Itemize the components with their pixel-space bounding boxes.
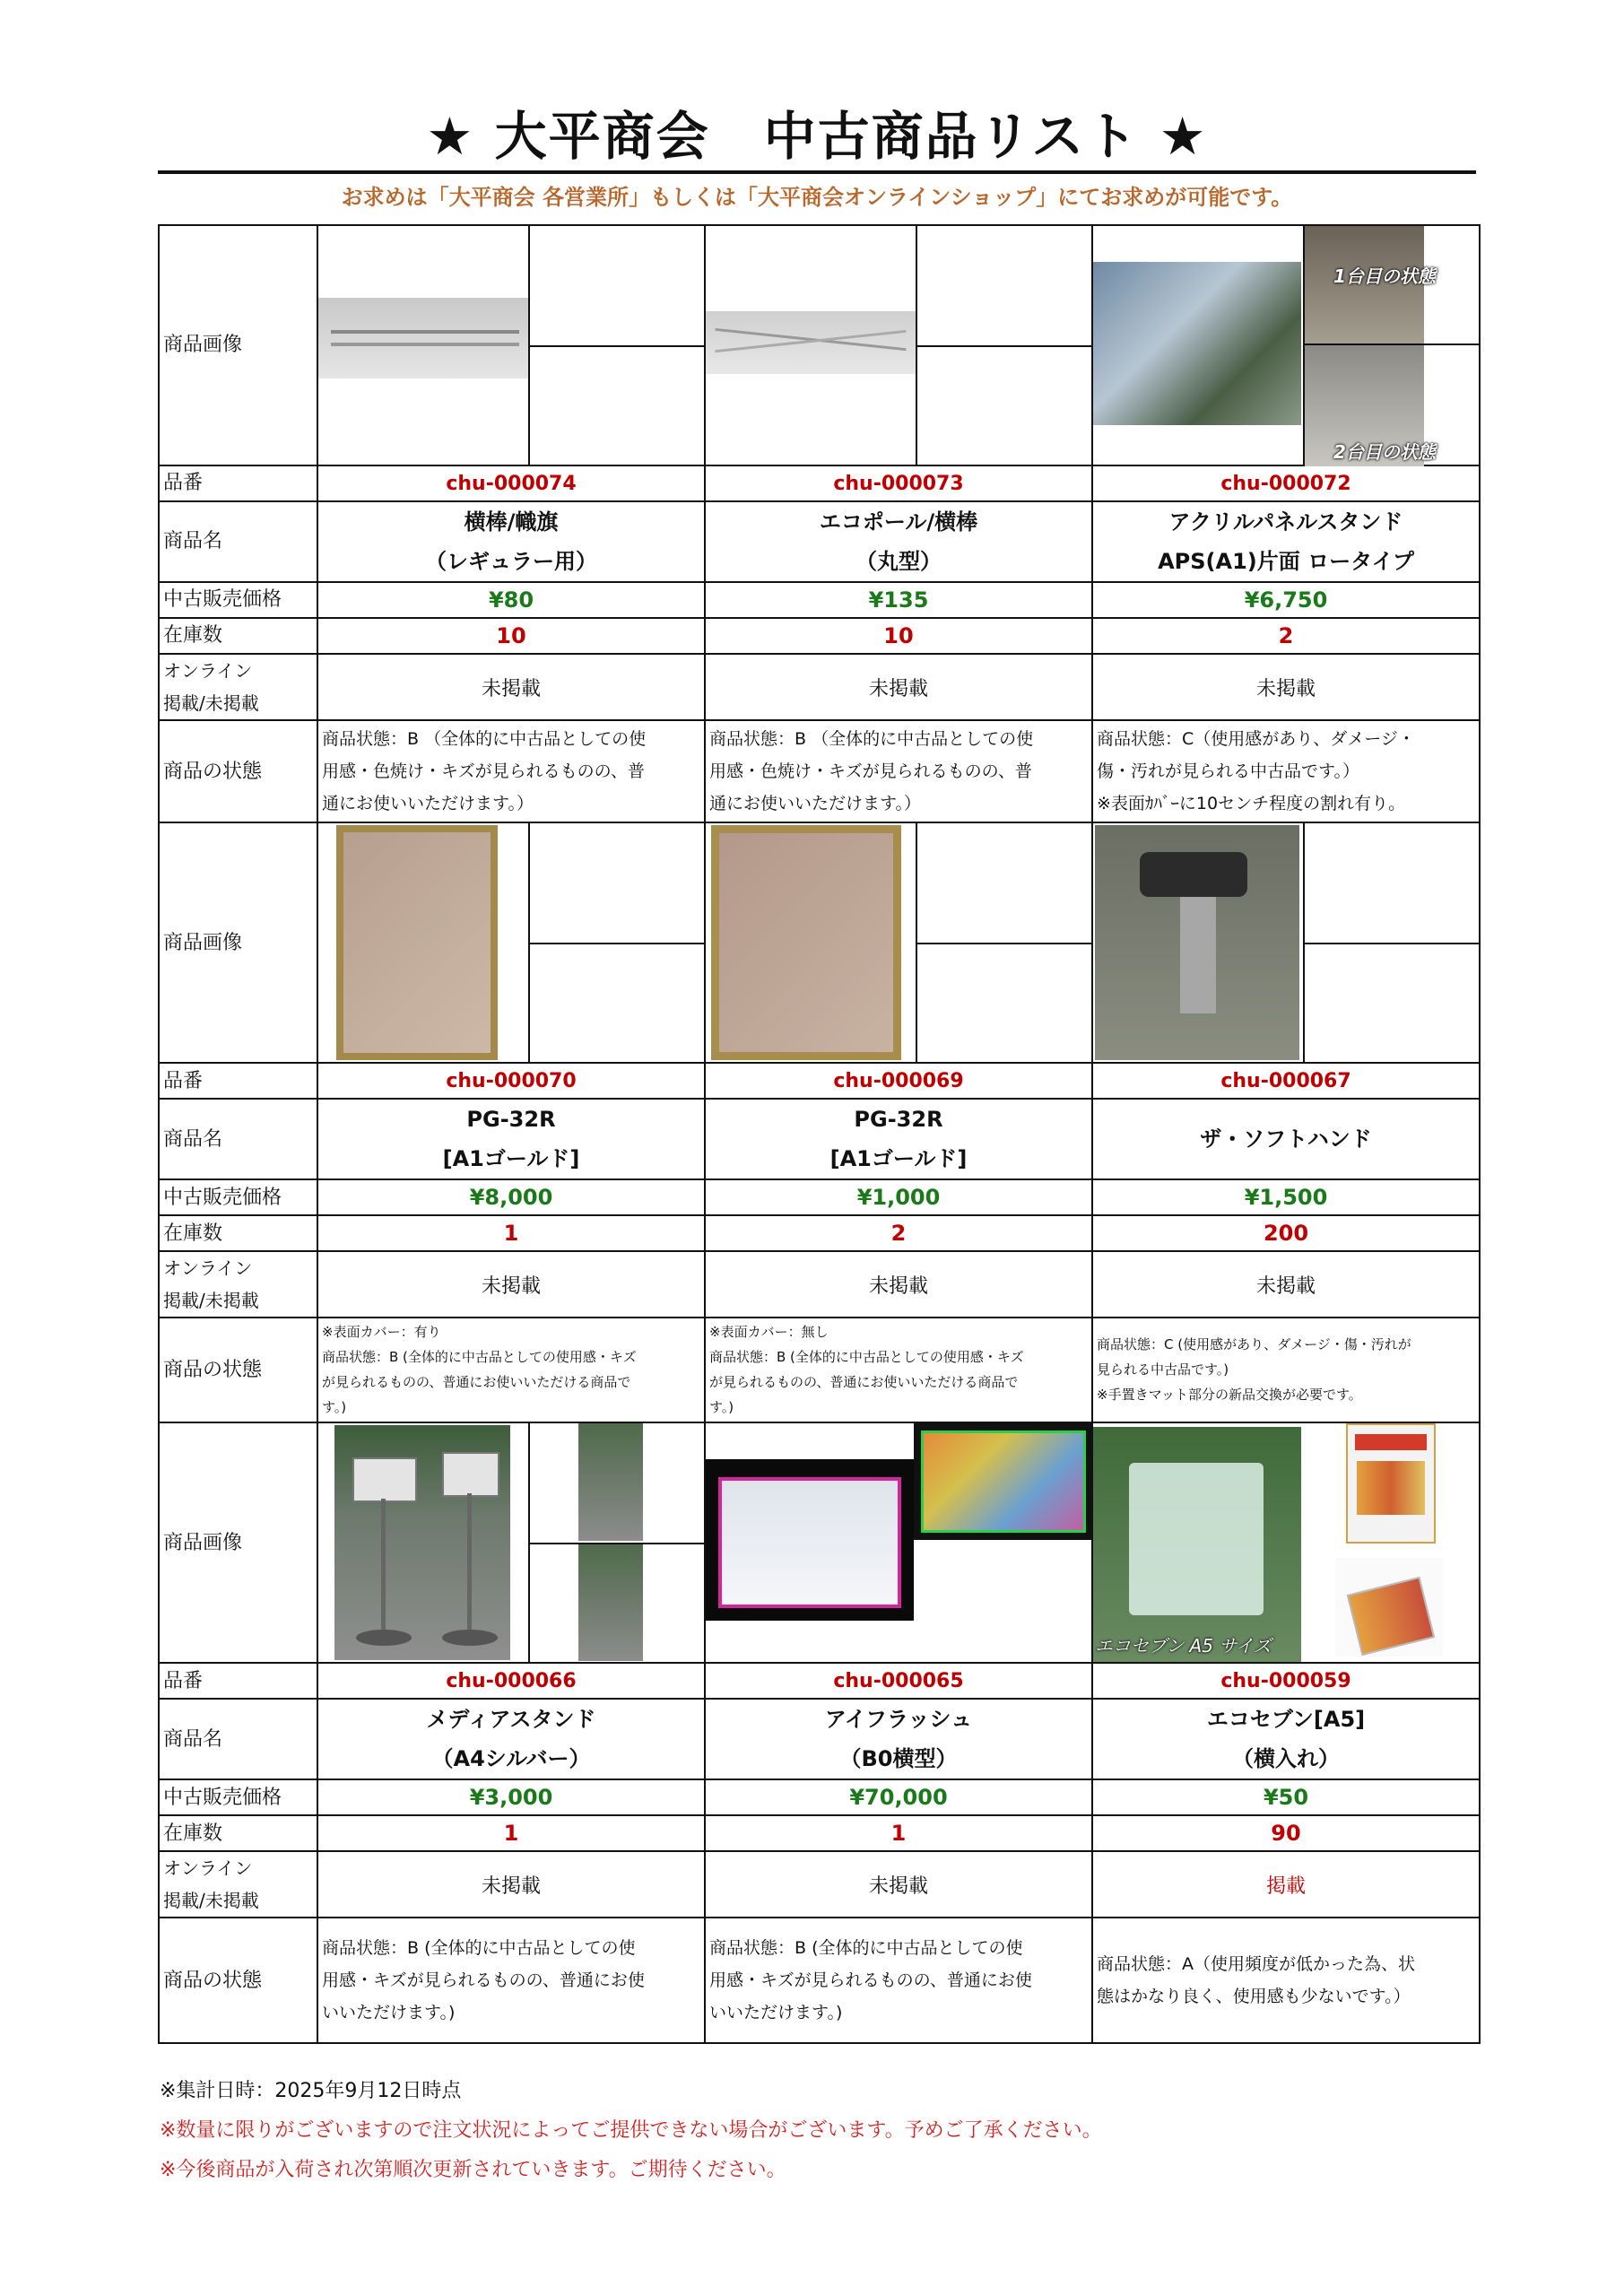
- product-photo: [1093, 1427, 1301, 1662]
- online-status: 未掲載: [317, 1251, 705, 1318]
- footer-notes: [160, 2072, 1478, 2190]
- image-row: [159, 1422, 1480, 1663]
- label-name: 商品名: [159, 501, 317, 582]
- online-status: 掲載: [1092, 1851, 1480, 1918]
- label-code: 品番: [159, 1063, 317, 1099]
- product-image-cell: [1092, 1422, 1480, 1663]
- product-photo: [706, 1459, 914, 1621]
- product-name: PG-32R [A1ゴールド]: [705, 1099, 1092, 1179]
- product-code: chu-000059: [1092, 1663, 1480, 1699]
- product-price: ¥80: [317, 582, 705, 618]
- online-status: 未掲載: [1092, 1251, 1480, 1318]
- label-image: 商品画像: [159, 1422, 317, 1663]
- product-code: chu-000070: [317, 1063, 705, 1099]
- product-price: ¥135: [705, 582, 1092, 618]
- product-image-cell: [705, 225, 1092, 465]
- product-name: PG-32R [A1ゴールド]: [317, 1099, 705, 1179]
- product-image-cell: [705, 822, 1092, 1063]
- photo-caption: エコセブン A5 サイズ: [1095, 1635, 1272, 1657]
- product-stock: 200: [1092, 1215, 1480, 1251]
- product-price: ¥6,750: [1092, 582, 1480, 618]
- product-price: ¥3,000: [317, 1779, 705, 1815]
- product-code: chu-000067: [1092, 1063, 1480, 1099]
- online-status: 未掲載: [317, 654, 705, 720]
- product-stock: 10: [705, 618, 1092, 654]
- product-photo-detail: [914, 1423, 1093, 1540]
- photo-caption: 2台目の状態: [1333, 441, 1436, 463]
- product-stock: 1: [317, 1215, 705, 1251]
- title-underline: [158, 170, 1476, 174]
- product-name: アイフラッシュ （B0横型）: [705, 1699, 1092, 1779]
- note-date: ※集計日時：2025年9月12日時点: [160, 2080, 462, 2102]
- product-stock: 10: [317, 618, 705, 654]
- product-condition: ※表面カバー：有り 商品状態：B (全体的に中古品としての使用感・キズ が見られるものの、普通にお使いいただける商品で す。): [317, 1318, 705, 1422]
- photo-caption: 1台目の状態: [1333, 265, 1436, 287]
- label-online: オンライン 掲載/未掲載: [159, 654, 317, 720]
- product-price: ¥1,000: [705, 1179, 1092, 1215]
- online-status: 未掲載: [705, 654, 1092, 720]
- image-row: [159, 225, 1480, 465]
- online-status: 未掲載: [317, 1851, 705, 1918]
- label-price: 中古販売価格: [159, 1779, 317, 1815]
- product-price: ¥50: [1092, 1779, 1480, 1815]
- label-code: 品番: [159, 465, 317, 501]
- product-condition: 商品状態：B (全体的に中古品としての使 用感・キズが見られるものの、普通にお使 いいただけます。): [705, 1918, 1092, 2043]
- label-stock: 在庫数: [159, 618, 317, 654]
- product-photo-detail: [578, 1544, 643, 1661]
- label-condition: 商品の状態: [159, 720, 317, 822]
- product-photo: [706, 311, 916, 374]
- product-table: [158, 224, 1481, 2044]
- label-stock: 在庫数: [159, 1215, 317, 1251]
- label-name: 商品名: [159, 1699, 317, 1779]
- product-name: ザ・ソフトハンド: [1092, 1099, 1480, 1179]
- product-price: ¥70,000: [705, 1779, 1092, 1815]
- image-row: [159, 822, 1480, 1063]
- page-title: ★ 大平商会 中古商品リスト ★: [426, 106, 1208, 167]
- label-image: 商品画像: [159, 225, 317, 465]
- product-stock: 2: [705, 1215, 1092, 1251]
- label-online: オンライン 掲載/未掲載: [159, 1851, 317, 1918]
- product-condition: 商品状態：B （全体的に中古品としての使 用感・色焼け・キズが見られるものの、普 通にお使いいただけます。）: [705, 720, 1092, 822]
- label-online: オンライン 掲載/未掲載: [159, 1251, 317, 1318]
- label-condition: 商品の状態: [159, 1918, 317, 2043]
- online-status: 未掲載: [1092, 654, 1480, 720]
- product-stock: 2: [1092, 618, 1480, 654]
- product-code: chu-000074: [317, 465, 705, 501]
- online-status: 未掲載: [705, 1851, 1092, 1918]
- label-code: 品番: [159, 1663, 317, 1699]
- product-name: エコポール/横棒 （丸型）: [705, 501, 1092, 582]
- product-photo: [711, 825, 901, 1060]
- product-code: chu-000066: [317, 1663, 705, 1699]
- product-name: アクリルパネルスタンド APS(A1)片面 ロータイプ: [1092, 501, 1480, 582]
- product-name: エコセブン[A5] （横入れ）: [1092, 1699, 1480, 1779]
- product-condition: 商品状態：C（使用感があり、ダメージ・ 傷・汚れが見られる中古品です。） ※表面ｶﾊﾞｰに10センチ程度の割れ有り。: [1092, 720, 1480, 822]
- product-name: 横棒/幟旗 （レギュラー用）: [317, 501, 705, 582]
- label-price: 中古販売価格: [159, 582, 317, 618]
- product-condition: 商品状態：B (全体的に中古品としての使 用感・キズが見られるものの、普通にお使 いいただけます。): [317, 1918, 705, 2043]
- product-image-cell: [317, 1422, 705, 1663]
- product-code: chu-000065: [705, 1663, 1092, 1699]
- product-stock: 90: [1092, 1815, 1480, 1851]
- product-photo: [336, 825, 498, 1060]
- product-price: ¥1,500: [1092, 1179, 1480, 1215]
- product-photo: [318, 298, 528, 378]
- product-image-cell: [705, 1422, 1092, 1663]
- product-image-cell: [1092, 822, 1480, 1063]
- subtitle: お求めは「大平商会 各営業所」もしくは「大平商会オンラインショップ」にてお求めが可能です。: [341, 185, 1293, 210]
- product-stock: 1: [317, 1815, 705, 1851]
- product-image-cell: [317, 225, 705, 465]
- product-condition: 商品状態：B （全体的に中古品としての使 用感・色焼け・キズが見られるものの、普 通にお使いいただけます。）: [317, 720, 705, 822]
- product-condition: ※表面カバー：無し 商品状態：B (全体的に中古品としての使用感・キズ が見られるものの、普通にお使いいただける商品で す。): [705, 1318, 1092, 1422]
- product-code: chu-000072: [1092, 465, 1480, 501]
- label-name: 商品名: [159, 1099, 317, 1179]
- product-photo-detail: [1346, 1423, 1436, 1544]
- label-condition: 商品の状態: [159, 1318, 317, 1422]
- note-update: ※今後商品が入荷され次第順次更新されていきます。ご期待ください。: [160, 2159, 786, 2181]
- product-photo: [1095, 825, 1299, 1060]
- label-stock: 在庫数: [159, 1815, 317, 1851]
- product-stock: 1: [705, 1815, 1092, 1851]
- product-condition: 商品状態：C (使用感があり、ダメージ・傷・汚れが 見られる中古品です。) ※手置きマット部分の新品交換が必要です。: [1092, 1318, 1480, 1422]
- label-image: 商品画像: [159, 822, 317, 1063]
- product-code: chu-000069: [705, 1063, 1092, 1099]
- product-condition: 商品状態：A（使用頻度が低かった為、状 態はかなり良く、使用感も少ないです。）: [1092, 1918, 1480, 2043]
- product-name: メディアスタンド （A4シルバー）: [317, 1699, 705, 1779]
- product-code: chu-000073: [705, 465, 1092, 501]
- product-photo-detail: [1335, 1558, 1443, 1657]
- note-stock-warning: ※数量に限りがございますので注文状況によってご提供できない場合がございます。予めご了承ください。: [160, 2119, 1102, 2142]
- product-photo: [1093, 262, 1301, 425]
- label-price: 中古販売価格: [159, 1179, 317, 1215]
- product-photo: [334, 1425, 510, 1660]
- product-image-cell: [1092, 225, 1480, 465]
- product-price: ¥8,000: [317, 1179, 705, 1215]
- online-status: 未掲載: [705, 1251, 1092, 1318]
- product-image-cell: [317, 822, 705, 1063]
- product-photo-detail: [578, 1423, 643, 1541]
